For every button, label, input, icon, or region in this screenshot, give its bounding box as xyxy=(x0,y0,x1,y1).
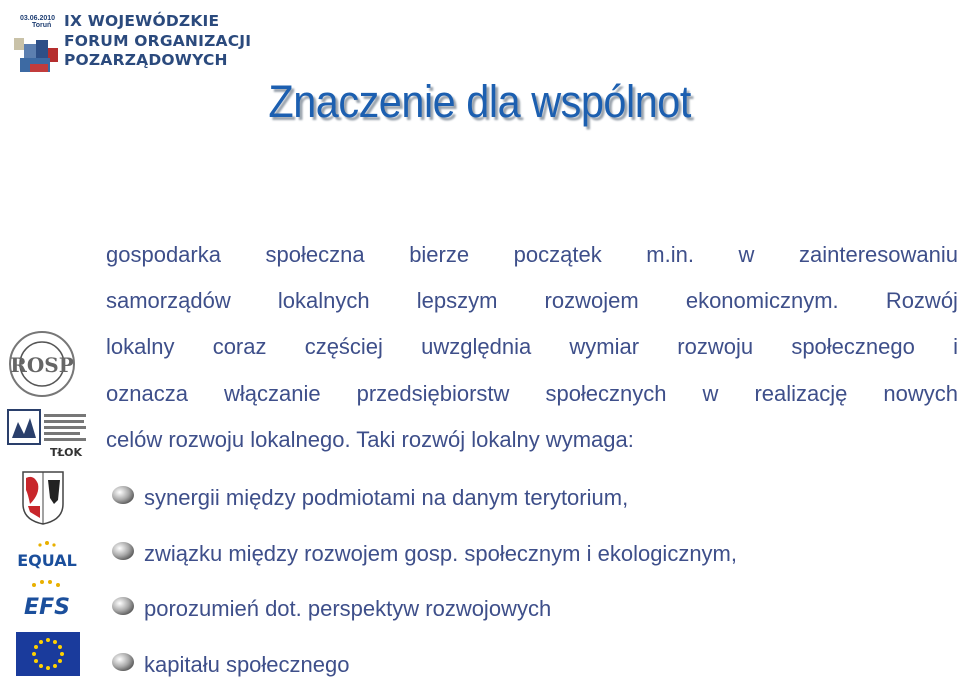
word: rozwojem xyxy=(545,278,639,324)
sphere-bullet-icon xyxy=(110,541,136,561)
forum-title-line-1: IX WOJEWÓDZKIE xyxy=(64,12,251,32)
word: gospodarka xyxy=(106,232,221,278)
word: coraz xyxy=(213,324,267,370)
word: w xyxy=(739,232,755,278)
efs-logo xyxy=(12,578,82,620)
forum-date: 03.06.2010 xyxy=(20,14,64,23)
word: ekonomicznym. xyxy=(686,278,839,324)
sphere-bullet-icon xyxy=(110,485,136,505)
word: włączanie xyxy=(224,371,321,417)
rosp-logo xyxy=(8,330,76,398)
word: społeczna xyxy=(266,232,365,278)
word: początek xyxy=(514,232,602,278)
word: samorządów xyxy=(106,278,231,324)
forum-logo xyxy=(10,8,250,80)
paragraph-line-2 xyxy=(106,278,958,324)
eu-flag-icon xyxy=(16,632,80,676)
list-item xyxy=(110,581,737,637)
svg-text:TŁOK: TŁOK xyxy=(50,446,83,458)
word: m.in. xyxy=(646,232,694,278)
paragraph-line-5 xyxy=(106,417,958,463)
word: lokalny xyxy=(106,324,174,370)
list-item xyxy=(110,470,737,526)
word: zainteresowaniu xyxy=(799,232,958,278)
word: realizację xyxy=(754,371,847,417)
sphere-bullet-icon xyxy=(110,596,136,616)
word: lokalnych xyxy=(278,278,370,324)
list-item xyxy=(110,526,737,582)
word: częściej xyxy=(305,324,383,370)
intro-paragraph xyxy=(106,232,958,463)
forum-title-line-3: POZARZĄDOWYCH xyxy=(64,51,251,71)
partner-logos xyxy=(6,330,92,680)
paragraph-line-1 xyxy=(106,232,958,278)
word: uwzględnia xyxy=(421,324,531,370)
list-item-text: kapitału społecznego xyxy=(144,652,349,677)
svg-text:ROSP: ROSP xyxy=(10,353,74,377)
forum-city: Toruń xyxy=(32,22,51,29)
list-item-text: porozumień dot. perspektyw rozwojowych xyxy=(144,596,551,621)
paragraph-line-4 xyxy=(106,371,958,417)
word: przedsiębiorstw xyxy=(357,371,510,417)
kujawsko-pomorskie-coat-of-arms-icon xyxy=(20,470,66,526)
forum-title-line-2: FORUM ORGANIZACJI xyxy=(64,32,251,52)
word: oznacza xyxy=(106,371,188,417)
word: Rozwój xyxy=(886,278,958,324)
word: społecznego xyxy=(791,324,915,370)
word: społecznych xyxy=(545,371,666,417)
word: rozwoju xyxy=(677,324,753,370)
page-title: Znaczenie dla wspólnot xyxy=(0,76,960,128)
paragraph-line-3 xyxy=(106,324,958,370)
equal-logo xyxy=(12,535,82,571)
svg-text:EFS: EFS xyxy=(24,595,70,620)
word: i xyxy=(953,324,958,370)
word: bierze xyxy=(409,232,469,278)
list-item-text: związku między rozwojem gosp. społecznym i ekologicznym, xyxy=(144,541,737,566)
svg-text:EQUAL: EQUAL xyxy=(17,551,77,570)
forum-title xyxy=(64,12,251,71)
word: wymiar xyxy=(569,324,639,370)
sphere-bullet-icon xyxy=(110,652,136,672)
tlok-logo xyxy=(6,408,90,458)
requirements-list xyxy=(110,470,737,692)
word: lepszym xyxy=(417,278,498,324)
word: w xyxy=(703,371,719,417)
list-item xyxy=(110,637,737,692)
word: nowych xyxy=(883,371,958,417)
word: celów rozwoju lokalnego. Taki rozwój lokalny wymaga: xyxy=(106,417,634,463)
list-item-text: synergii między podmiotami na danym terytorium, xyxy=(144,485,628,510)
